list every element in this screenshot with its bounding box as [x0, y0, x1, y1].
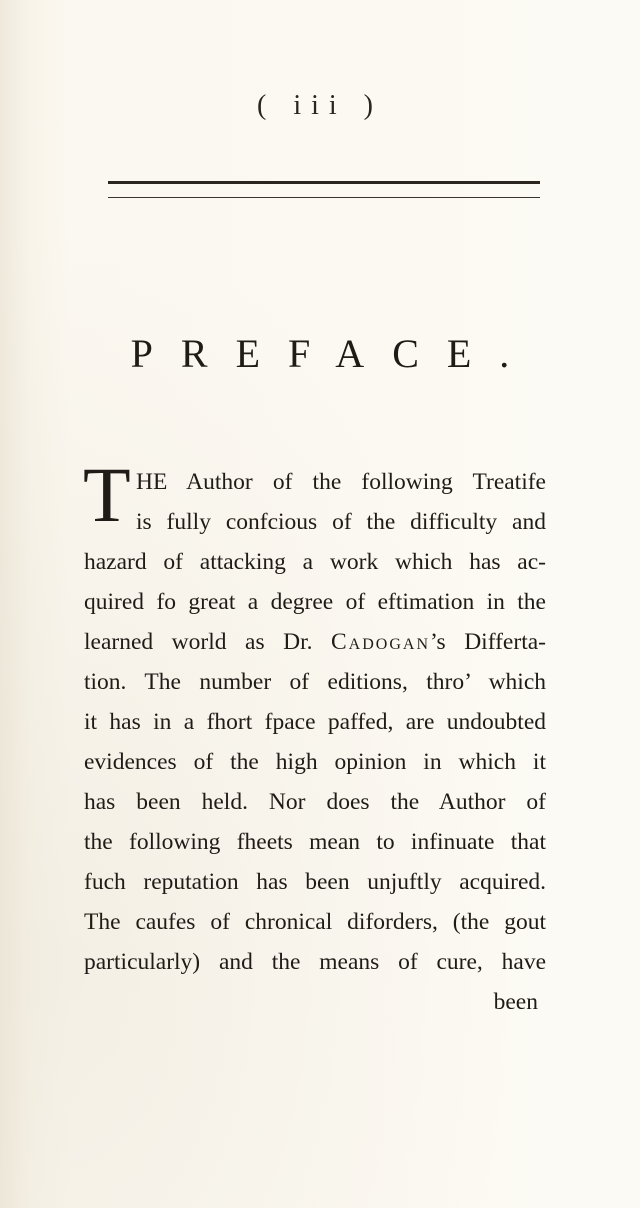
author-name: Cadogan: [331, 629, 431, 655]
body-text: [83, 451, 546, 1022]
decorative-rule-thin: [108, 197, 540, 198]
text-line: HE Author of the following Treatife: [136, 469, 546, 495]
page-number: ( iii ): [257, 90, 383, 121]
text-line: fuch reputation has been unjuftly acquired.: [84, 869, 546, 895]
text-line: particularly) and the means of cure, have: [84, 949, 546, 975]
text-fragment: ’s Differta-: [430, 629, 546, 655]
text-line: has been held. Nor does the Author of: [84, 789, 546, 815]
text-fragment: learned world as Dr.: [84, 629, 331, 655]
text-line: quired fo great a degree of eftimation in the: [84, 589, 546, 615]
text-line: the following fheets mean to infinuate that: [84, 829, 546, 855]
decorative-rule-thick: [108, 181, 540, 184]
catchword: been: [493, 989, 538, 1015]
opening-lines: [83, 451, 546, 542]
text-line: [84, 622, 546, 662]
text-line: is fully confcious of the difficulty and: [136, 509, 546, 535]
text-line: evidences of the high opinion in which it: [84, 749, 546, 775]
drop-cap: T: [83, 451, 131, 538]
text-line: The caufes of chronical diforders, (the gout: [84, 909, 546, 935]
section-heading: PREFACE.: [130, 331, 538, 376]
text-line: tion. The number of editions, thro’ which: [84, 669, 546, 695]
text-line: hazard of attacking a work which has ac-: [84, 549, 546, 575]
text-line: it has in a fhort fpace paffed, are undoubted: [84, 709, 546, 735]
